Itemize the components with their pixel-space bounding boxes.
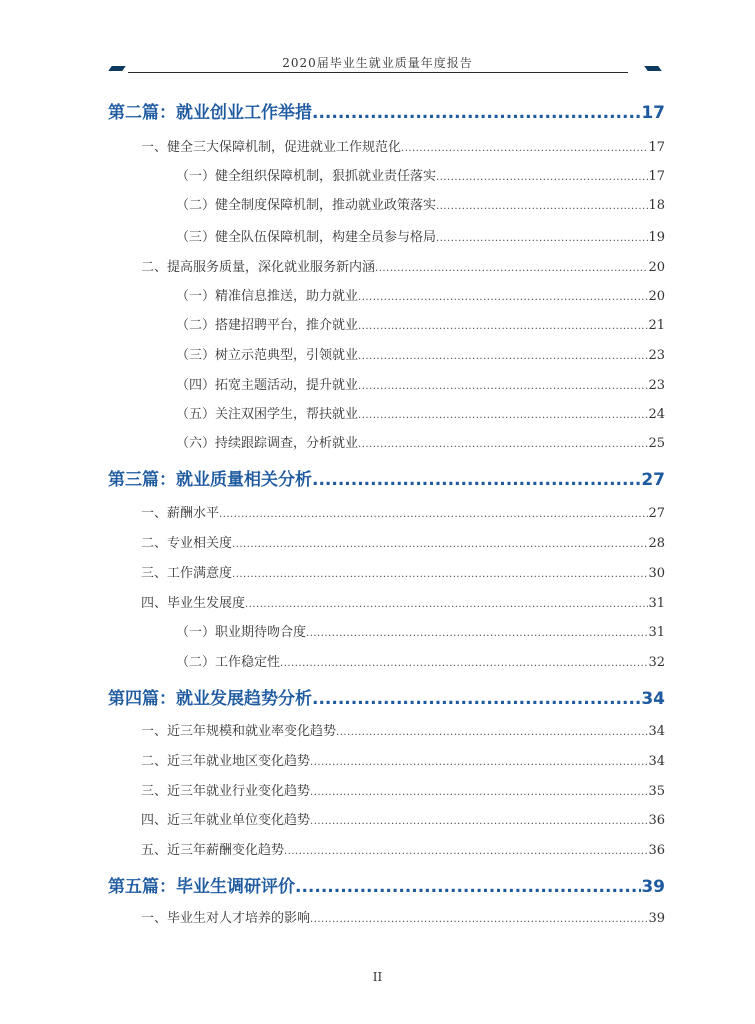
toc-entry-page: 36 [648,813,665,828]
toc-leader-dots [232,569,648,580]
toc-entry-page: 19 [648,230,665,245]
toc-leader-dots [401,143,648,154]
toc-entry-page: 30 [648,566,665,581]
toc-leader-dots [310,787,648,798]
toc-entry-page: 34 [648,724,665,739]
toc-entry-label: （一）健全组织保障机制，狠抓就业责任落实 [176,169,437,184]
toc-entry-label: （二）健全制度保障机制，推动就业政策落实 [176,198,437,213]
toc-leader-dots [310,757,648,768]
toc-entry-page: 39 [641,877,665,897]
toc-section[interactable] [141,532,665,551]
toc-entry-label: 二、专业相关度 [141,536,233,551]
toc-subsection[interactable] [176,374,665,393]
toc-section[interactable] [141,720,665,739]
toc-section[interactable] [141,780,665,799]
toc-entry-label: 第四篇：就业发展趋势分析 [108,689,312,709]
toc-entry-label: （二）工作稳定性 [176,655,281,670]
toc-leader-dots [358,351,648,362]
toc-leader-dots [295,877,641,897]
toc-leader-dots [358,292,648,303]
toc-section[interactable] [141,502,665,521]
toc-chapter[interactable] [108,98,665,123]
toc-subsection[interactable] [176,226,665,245]
toc-leader-dots [375,263,648,274]
page-number: II [372,970,383,984]
toc-leader-dots [358,439,648,450]
toc-entry-label: 二、提高服务质量，深化就业服务新内涵 [141,260,376,275]
toc-entry-label: 三、工作满意度 [141,566,233,581]
toc-entry-page: 35 [648,784,665,799]
toc-leader-dots [358,321,648,332]
toc-chapter[interactable] [108,684,665,709]
toc-subsection[interactable] [176,285,665,304]
toc-entry-page: 34 [641,689,665,709]
toc-section[interactable] [141,907,665,926]
toc-entry-label: （二）搭建招聘平台，推介就业 [176,318,359,333]
toc-chapter[interactable] [108,872,665,897]
header-rule [128,72,628,73]
toc-entry-label: 三、近三年就业行业变化趋势 [141,784,311,799]
toc-leader-dots [312,689,641,709]
toc-subsection[interactable] [176,165,665,184]
toc-section[interactable] [141,592,665,611]
toc-entry-page: 17 [648,169,665,184]
toc-entry-page: 39 [648,911,665,926]
toc-entry-page: 23 [648,378,665,393]
toc-section[interactable] [141,136,665,155]
toc-section[interactable] [141,809,665,828]
toc-subsection[interactable] [176,651,665,670]
toc-entry-label: 四、近三年就业单位变化趋势 [141,813,311,828]
toc-subsection[interactable] [176,314,665,333]
toc-entry-label: （一）职业期待吻合度 [176,625,307,640]
toc-leader-dots [310,816,648,827]
toc-entry-label: 一、毕业生对人才培养的影响 [141,911,311,926]
toc-subsection[interactable] [176,344,665,363]
toc-entry-label: 第二篇：就业创业工作举措 [108,103,312,123]
toc-entry-page: 36 [648,843,665,858]
toc-entry-page: 25 [648,436,665,451]
toc-entry-page: 27 [648,506,665,521]
toc-entry-label: 四、毕业生发展度 [141,596,246,611]
toc-entry-label: 五、近三年薪酬变化趋势 [141,843,285,858]
toc-entry-label: 二、近三年就业地区变化趋势 [141,754,311,769]
toc-leader-dots [284,846,648,857]
toc-leader-dots [436,233,648,244]
toc-section[interactable] [141,839,665,858]
toc-entry-page: 18 [648,198,665,213]
toc-entry-page: 20 [648,260,665,275]
toc-leader-dots [310,914,648,925]
toc-section[interactable] [141,562,665,581]
toc-section[interactable] [141,750,665,769]
toc-entry-page: 17 [648,140,665,155]
page-header [0,50,755,80]
toc-subsection[interactable] [176,432,665,451]
toc-leader-dots [436,172,648,183]
toc-entry-label: （三）健全队伍保障机制，构建全员参与格局 [176,230,437,245]
toc-entry-page: 17 [641,103,665,123]
toc-subsection[interactable] [176,194,665,213]
toc-subsection[interactable] [176,403,665,422]
toc-entry-label: （六）持续跟踪调查，分析就业 [176,436,359,451]
header-accent-right [644,66,662,71]
toc-entry-label: （一）精准信息推送，助力就业 [176,289,359,304]
toc-entry-label: 第五篇：毕业生调研评价 [108,877,295,897]
toc-chapter[interactable] [108,465,665,490]
toc-entry-label: 一、近三年规模和就业率变化趋势 [141,724,337,739]
toc-entry-label: 第三篇：就业质量相关分析 [108,470,312,490]
toc-entry-page: 23 [648,348,665,363]
toc-leader-dots [312,103,641,123]
toc-entry-page: 28 [648,536,665,551]
toc-entry-label: （三）树立示范典型，引领就业 [176,348,359,363]
toc-leader-dots [245,599,648,610]
toc-entry-page: 31 [648,625,665,640]
toc-entry-label: （四）拓宽主题活动，提升就业 [176,378,359,393]
toc-entry-page: 34 [648,754,665,769]
toc-entry-page: 27 [641,470,665,490]
toc-leader-dots [280,658,648,669]
toc-entry-page: 24 [648,407,665,422]
toc-leader-dots [358,410,648,421]
toc-leader-dots [436,201,648,212]
toc-leader-dots [312,470,641,490]
toc-leader-dots [306,628,648,639]
toc-leader-dots [232,539,648,550]
toc-entry-label: 一、健全三大保障机制，促进就业工作规范化 [141,140,402,155]
toc-subsection[interactable] [176,621,665,640]
toc-leader-dots [336,727,648,738]
toc-entry-label: （五）关注双困学生，帮扶就业 [176,407,359,422]
toc-entry-page: 20 [648,289,665,304]
toc-entry-page: 21 [648,318,665,333]
toc-entry-page: 32 [648,655,665,670]
toc-entry-page: 31 [648,596,665,611]
toc-leader-dots [358,381,648,392]
toc-entry-label: 一、薪酬水平 [141,506,220,521]
header-title: 2020届毕业生就业质量年度报告 [282,56,473,70]
toc-section[interactable] [141,256,665,275]
toc-leader-dots [219,509,648,520]
